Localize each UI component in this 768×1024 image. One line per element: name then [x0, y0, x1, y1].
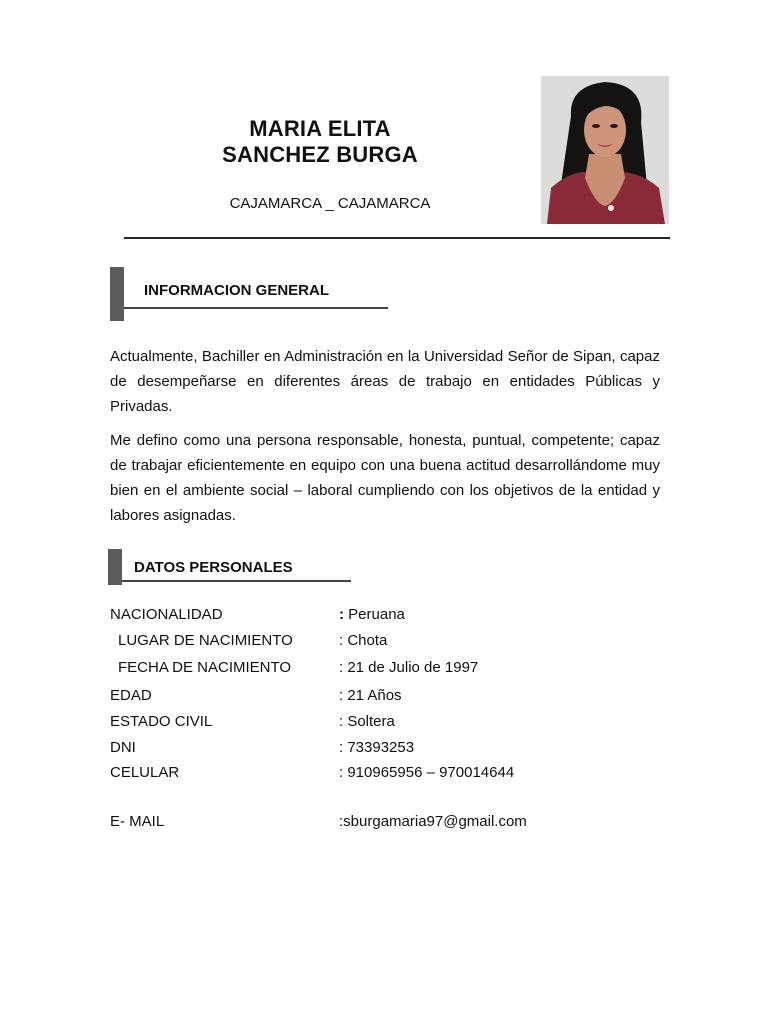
field-label: LUGAR DE NACIMIENTO: [118, 632, 293, 649]
field-value: : Peruana: [339, 606, 405, 623]
section-title-general: INFORMACION GENERAL: [144, 282, 329, 299]
field-value: : Soltera: [339, 713, 395, 730]
header-divider: [124, 237, 670, 242]
section-underline-general: [124, 307, 388, 309]
field-value: : 73393253: [339, 739, 415, 756]
field-value: : 21 Años: [339, 687, 402, 704]
field-value: : Chota: [339, 632, 388, 649]
email-link[interactable]: :sburgamaria97@gmail.com: [339, 813, 527, 830]
field-label: EDAD: [110, 687, 152, 704]
section-bar-personal: [108, 549, 122, 585]
profile-photo: [541, 76, 669, 224]
name-line-2: SANCHEZ BURGA: [222, 142, 418, 167]
field-label: FECHA DE NACIMIENTO: [118, 659, 292, 676]
location: CAJAMARCA _ CAJAMARCA: [229, 195, 431, 212]
field-value: : 910965956 – 970014644: [339, 764, 515, 781]
field-label: DNI: [110, 739, 136, 756]
section-bar-general: [110, 267, 124, 321]
field-label: ESTADO CIVIL: [110, 713, 213, 730]
field-value: : 21 de Julio de 1997: [339, 659, 479, 676]
field-label: NACIONALIDAD: [110, 606, 223, 623]
field-label: E- MAIL: [110, 813, 165, 830]
paragraph-profile: Me defino como una persona responsable, honesta, puntual, competente; capaz de trabajar eficientemente en equipo con una buena actitud desarrollándome muy bien en el ambiente social – laboral cumpliendo con los objetivos de la entidad y labores asignadas.: [110, 432, 660, 524]
field-label: CELULAR: [110, 764, 180, 781]
name-line-1: MARIA ELITA: [249, 116, 391, 141]
paragraph-summary: Actualmente, Bachiller en Administración en la Universidad Señor de Sipan, capaz de desempeñarse en diferentes áreas de trabajo en entidades Públicas y Privadas.: [110, 348, 660, 415]
section-underline-personal: [122, 580, 351, 582]
section-title-personal: DATOS PERSONALES: [134, 559, 293, 576]
